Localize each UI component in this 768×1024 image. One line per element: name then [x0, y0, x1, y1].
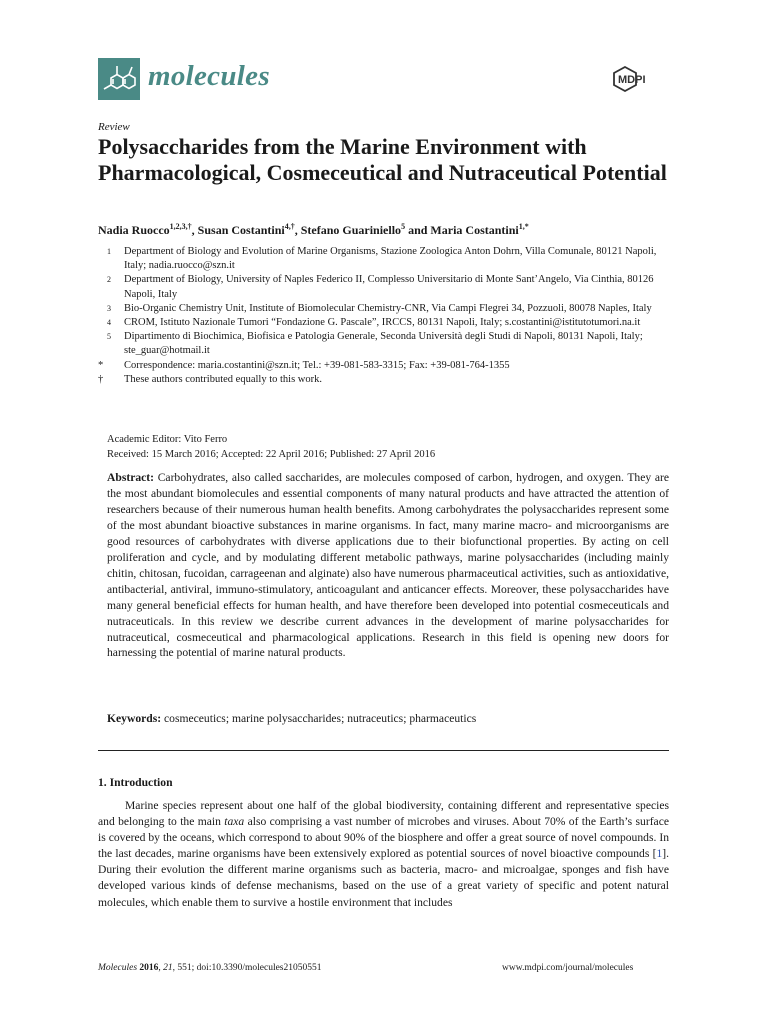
citation-link[interactable]: 1 [656, 847, 663, 861]
academic-editor: Academic Editor: Vito Ferro [107, 434, 228, 445]
keywords-label: Keywords: [107, 712, 162, 725]
abstract-text: Carbohydrates, also called saccharides, are molecules composed of carbon, hydrogen, and oxygen. They are the most abundant biomolecules and essential components of many natural products and have attracted the attention of researchers because of their numerous human health benefits. Among carbohydrates the polysaccharides represent some of the most abundant bioactive substances in marine organisms. In fact, many marine macro- and microorganisms are good resources of carbohydrates with diverse applications due to their biofunctional properties. By acting on cell proliferation and cycle, and by modulating different metabolic pathways, marine polysaccharides (including mainly chitin, chitosan, fucoidan, carrageenan and alginate) also have numerous pharmaceutical activities, such as antioxidative, antibacterial, antiviral, immuno-stimulatory, anticoagulant and anticancer effects. Moreover, these polysaccharides have many general beneficial effects for human health, and have therefore been developed into potential cosmeceuticals and nutraceuticals. In this review we describe current advances in the development of marine polysaccharides for nutraceutical, cosmeceutical and pharmacological applications. Research in this field is opening new doors for harnessing the potential of marine natural products. [107, 471, 669, 660]
footer-url[interactable]: www.mdpi.com/journal/molecules [502, 963, 634, 973]
affiliation-item: 4 CROM, Istituto Nazionale Tumori “Fondazione G. Pascale”, IRCCS, 80131 Napoli, Italy; s.costantini@istitutotumori.na.it [107, 317, 641, 329]
author-list: Nadia Ruocco$^{1,2,3,\dagger}$, Susan Costantini$^{4,\dagger}$, Stefano Guariniello$^5$ and Maria Costantini$^{1,*}$ [98, 222, 529, 237]
author[interactable]: Susan Costantini [197, 223, 285, 237]
article-type: Review [98, 121, 130, 133]
author-affiliation-marker: 1,2,3,† [169, 222, 192, 231]
author-affiliation-marker: 1,* [518, 222, 529, 231]
intro-paragraph: Marine species represent about one half of the global biodiversity, containing different and representative species and belonging to the main taxa also comprising a vast number of microbes and viruses. About 70% of the Earth’s surface is covered by the oceans, which correspond to about 90% of the biosphere and offer a great source of novel compounds. In the last decades, marine organisms have been extensively explored as potential sources of novel bioactive compounds [1]. During their evolution the different marine organisms such as bacteria, macro- and microalgae, sponges and fish have developed various kinds of defense mechanisms, based on the use of a great variety of specific and potent natural molecules, which enable them to survive a hostile environment that includes [98, 799, 669, 909]
correspondence: * Correspondence: maria.costantini@szn.it; Tel.: +39-081-583-3315; Fax: +39-081-764-1355 [98, 359, 510, 371]
affiliation-item: 5 Dipartimento di Biochimica, Biofisica e Patologia Generale, Seconda Università degli Studi di Napoli, 80131 Napoli, Italy; ste_guar@hotmail.it [107, 331, 643, 357]
abstract-label: Abstract: [107, 471, 155, 484]
affiliation-item: 3 Bio-Organic Chemistry Unit, Institute of Biomolecular Chemistry-CNR, Via Campi Flegrei 34, Pozzuoli, 80078 Naples, Italy [107, 302, 652, 314]
section-heading: 1. Introduction [98, 776, 173, 789]
article-title: Polysaccharides from the Marine Environment with Pharmacological, Cosmeceutical and Nutraceutical Potential [98, 134, 667, 185]
author[interactable]: Nadia Ruocco [98, 223, 170, 237]
affiliations [98, 245, 678, 387]
author-affiliation-marker: 4,† [284, 222, 295, 231]
editor-info [107, 432, 435, 462]
equal-contribution-note: † These authors contributed equally to this work. [98, 373, 322, 385]
footer-citation: Molecules 2016, 21, 551; doi:10.3390/molecules21050551 [98, 963, 322, 973]
mdpi-logo [612, 66, 670, 97]
author[interactable]: Maria Costantini [430, 223, 519, 237]
author[interactable]: Stefano Guariniello [300, 223, 402, 237]
mdpi-logo-text: MDPI [618, 74, 646, 86]
affiliation-item: 2 Department of Biology, University of Naples Federico II, Complesso Universitario di Monte Sant’Angelo, Via Cinthia, 80126 Napoli, Italy [107, 274, 654, 300]
abstract [107, 470, 669, 661]
journal-name: molecules [148, 60, 270, 92]
publication-dates: Received: 15 March 2016; Accepted: 22 April 2016; Published: 27 April 2016 [107, 449, 436, 460]
author-affiliation-marker: 5 [401, 222, 406, 231]
keywords-text: cosmeceutics; marine polysaccharides; nutraceutics; pharmaceutics [164, 712, 477, 725]
keywords [107, 712, 669, 725]
section-divider [98, 750, 669, 751]
molecule-icon [98, 58, 140, 100]
affiliation-item: 1 Department of Biology and Evolution of Marine Organisms, Stazione Zoologica Anton Dohrn, Villa Comunale, 80121 Napoli, Italy; nadia.ruocco@szn.it [107, 246, 657, 272]
